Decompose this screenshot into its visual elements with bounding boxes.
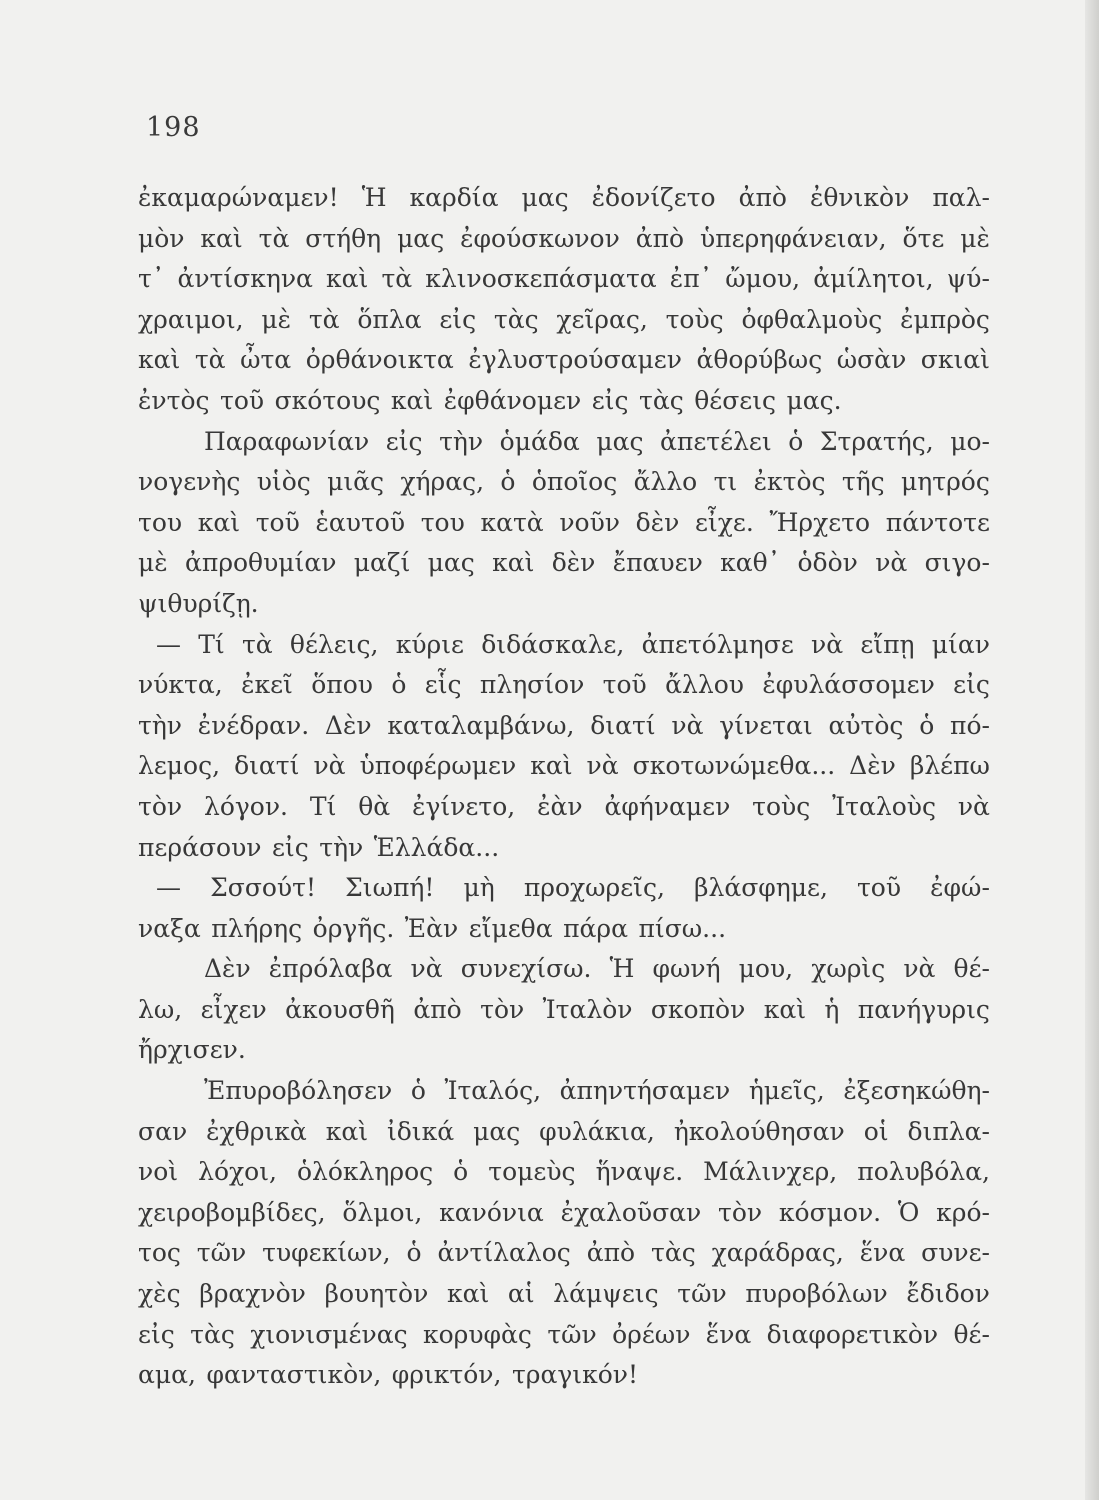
text-line: ναξα πλήρης ὀργῆς. Ἐὰν εἴμεθα πάρα πίσω... bbox=[138, 913, 727, 943]
text-line: σαν ἐχθρικὰ καὶ ἰδικά μας φυλάκια, ἠκολούθησαν οἱ διπλα- bbox=[138, 1116, 990, 1146]
text-line: Παραφωνίαν εἰς τὴν ὁμάδα μας ἀπετέλει ὁ Στρατής, μο- bbox=[204, 426, 990, 456]
text-line: εἰς τὰς χιονισμένας κορυφὰς τῶν ὀρέων ἕνα διαφορετικὸν θέ- bbox=[138, 1319, 990, 1349]
text-line: νύκτα, ἐκεῖ ὅπου ὁ εἷς πλησίον τοῦ ἄλλου ἐφυλάσσομεν εἰς bbox=[138, 670, 990, 700]
text-line: χραιμοι, μὲ τὰ ὅπλα εἰς τὰς χεῖρας, τοὺς ὀφθαλμοὺς ἐμπρὸς bbox=[138, 304, 990, 334]
text-line: καὶ τὰ ὦτα ὀρθάνοικτα ἐγλυστρούσαμεν ἀθορύβως ὡσὰν σκιαὶ bbox=[138, 345, 990, 375]
text-line: τος τῶν τυφεκίων, ὁ ἀντίλαλος ἀπὸ τὰς χαράδρας, ἕνα συνε- bbox=[138, 1238, 990, 1268]
text-line: λεμος, διατί νὰ ὑποφέρωμεν καὶ νὰ σκοτωνώμεθα... Δὲν βλέπω bbox=[138, 751, 990, 781]
text-line: αμα, φανταστικὸν, φρικτόν, τραγικόν! bbox=[138, 1360, 639, 1390]
text-line: περάσουν εἰς τὴν Ἑλλάδα... bbox=[138, 832, 500, 862]
text-line: νοὶ λόχοι, ὁλόκληρος ὁ τομεὺς ἥναψε. Μάλινχερ, πολυβόλα, bbox=[138, 1157, 990, 1187]
text-line: λω, εἶχεν ἀκουσθῆ ἀπὸ τὸν Ἰταλὸν σκοπὸν καὶ ἡ πανήγυρις bbox=[138, 994, 990, 1024]
page-edge-shadow bbox=[1085, 0, 1099, 1500]
text-line: — Τί τὰ θέλεις, κύριε διδάσκαλε, ἀπετόλμησε νὰ εἴπῃ μίαν bbox=[156, 629, 990, 659]
text-line: — Σσσούτ! Σιωπή! μὴ προχωρεῖς, βλάσφημε, τοῦ ἐφώ- bbox=[156, 873, 990, 903]
text-line: Δὲν ἐπρόλαβα νὰ συνεχίσω. Ἡ φωνή μου, χωρὶς νὰ θέ- bbox=[204, 954, 990, 984]
text-line: ψιθυρίζῃ. bbox=[138, 588, 259, 618]
text-line: ἐντὸς τοῦ σκότους καὶ ἐφθάνομεν εἰς τὰς θέσεις μας. bbox=[138, 385, 842, 415]
text-line: τ᾿ ἀντίσκηνα καὶ τὰ κλινοσκεπάσματα ἐπ᾿ ὤμου, ἀμίλητοι, ψύ- bbox=[138, 264, 990, 294]
text-line: χειροβομβίδες, ὅλμοι, κανόνια ἐχαλοῦσαν τὸν κόσμον. Ὁ κρό- bbox=[138, 1197, 990, 1227]
text-line: μὲ ἀπροθυμίαν μαζί μας καὶ δὲν ἔπαυεν καθ᾿ ὁδὸν νὰ σιγο- bbox=[138, 548, 990, 578]
text-line: τὴν ἐνέδραν. Δὲν καταλαμβάνω, διατί νὰ γίνεται αὐτὸς ὁ πό- bbox=[138, 710, 990, 740]
text-line: ἤρχισεν. bbox=[138, 1035, 246, 1065]
text-line: νογενὴς υἱὸς μιᾶς χήρας, ὁ ὁποῖος ἄλλο τι ἐκτὸς τῆς μητρός bbox=[138, 467, 990, 497]
text-line: χὲς βραχνὸν βουητὸν καὶ αἱ λάμψεις τῶν πυροβόλων ἔδιδον bbox=[138, 1279, 990, 1309]
body-text bbox=[138, 178, 990, 1396]
text-line: του καὶ τοῦ ἑαυτοῦ του κατὰ νοῦν δὲν εἶχε. Ἤρχετο πάντοτε bbox=[138, 507, 990, 537]
text-line: ἐκαμαρώναμεν! Ἡ καρδία μας ἐδονίζετο ἀπὸ ἐθνικὸν παλ- bbox=[138, 183, 990, 212]
text-line: Ἐπυροβόλησεν ὁ Ἰταλός, ἀπηντήσαμεν ἡμεῖς, ἐξεσηκώθη- bbox=[204, 1076, 990, 1106]
text-line: τὸν λόγον. Τί θὰ ἐγίνετο, ἐὰν ἀφήναμεν τοὺς Ἰταλοὺς νὰ bbox=[138, 791, 990, 821]
text-line: μὸν καὶ τὰ στήθη μας ἐφούσκωνον ἀπὸ ὑπερηφάνειαν, ὅτε μὲ bbox=[138, 223, 990, 253]
page-number: 198 bbox=[146, 112, 201, 143]
